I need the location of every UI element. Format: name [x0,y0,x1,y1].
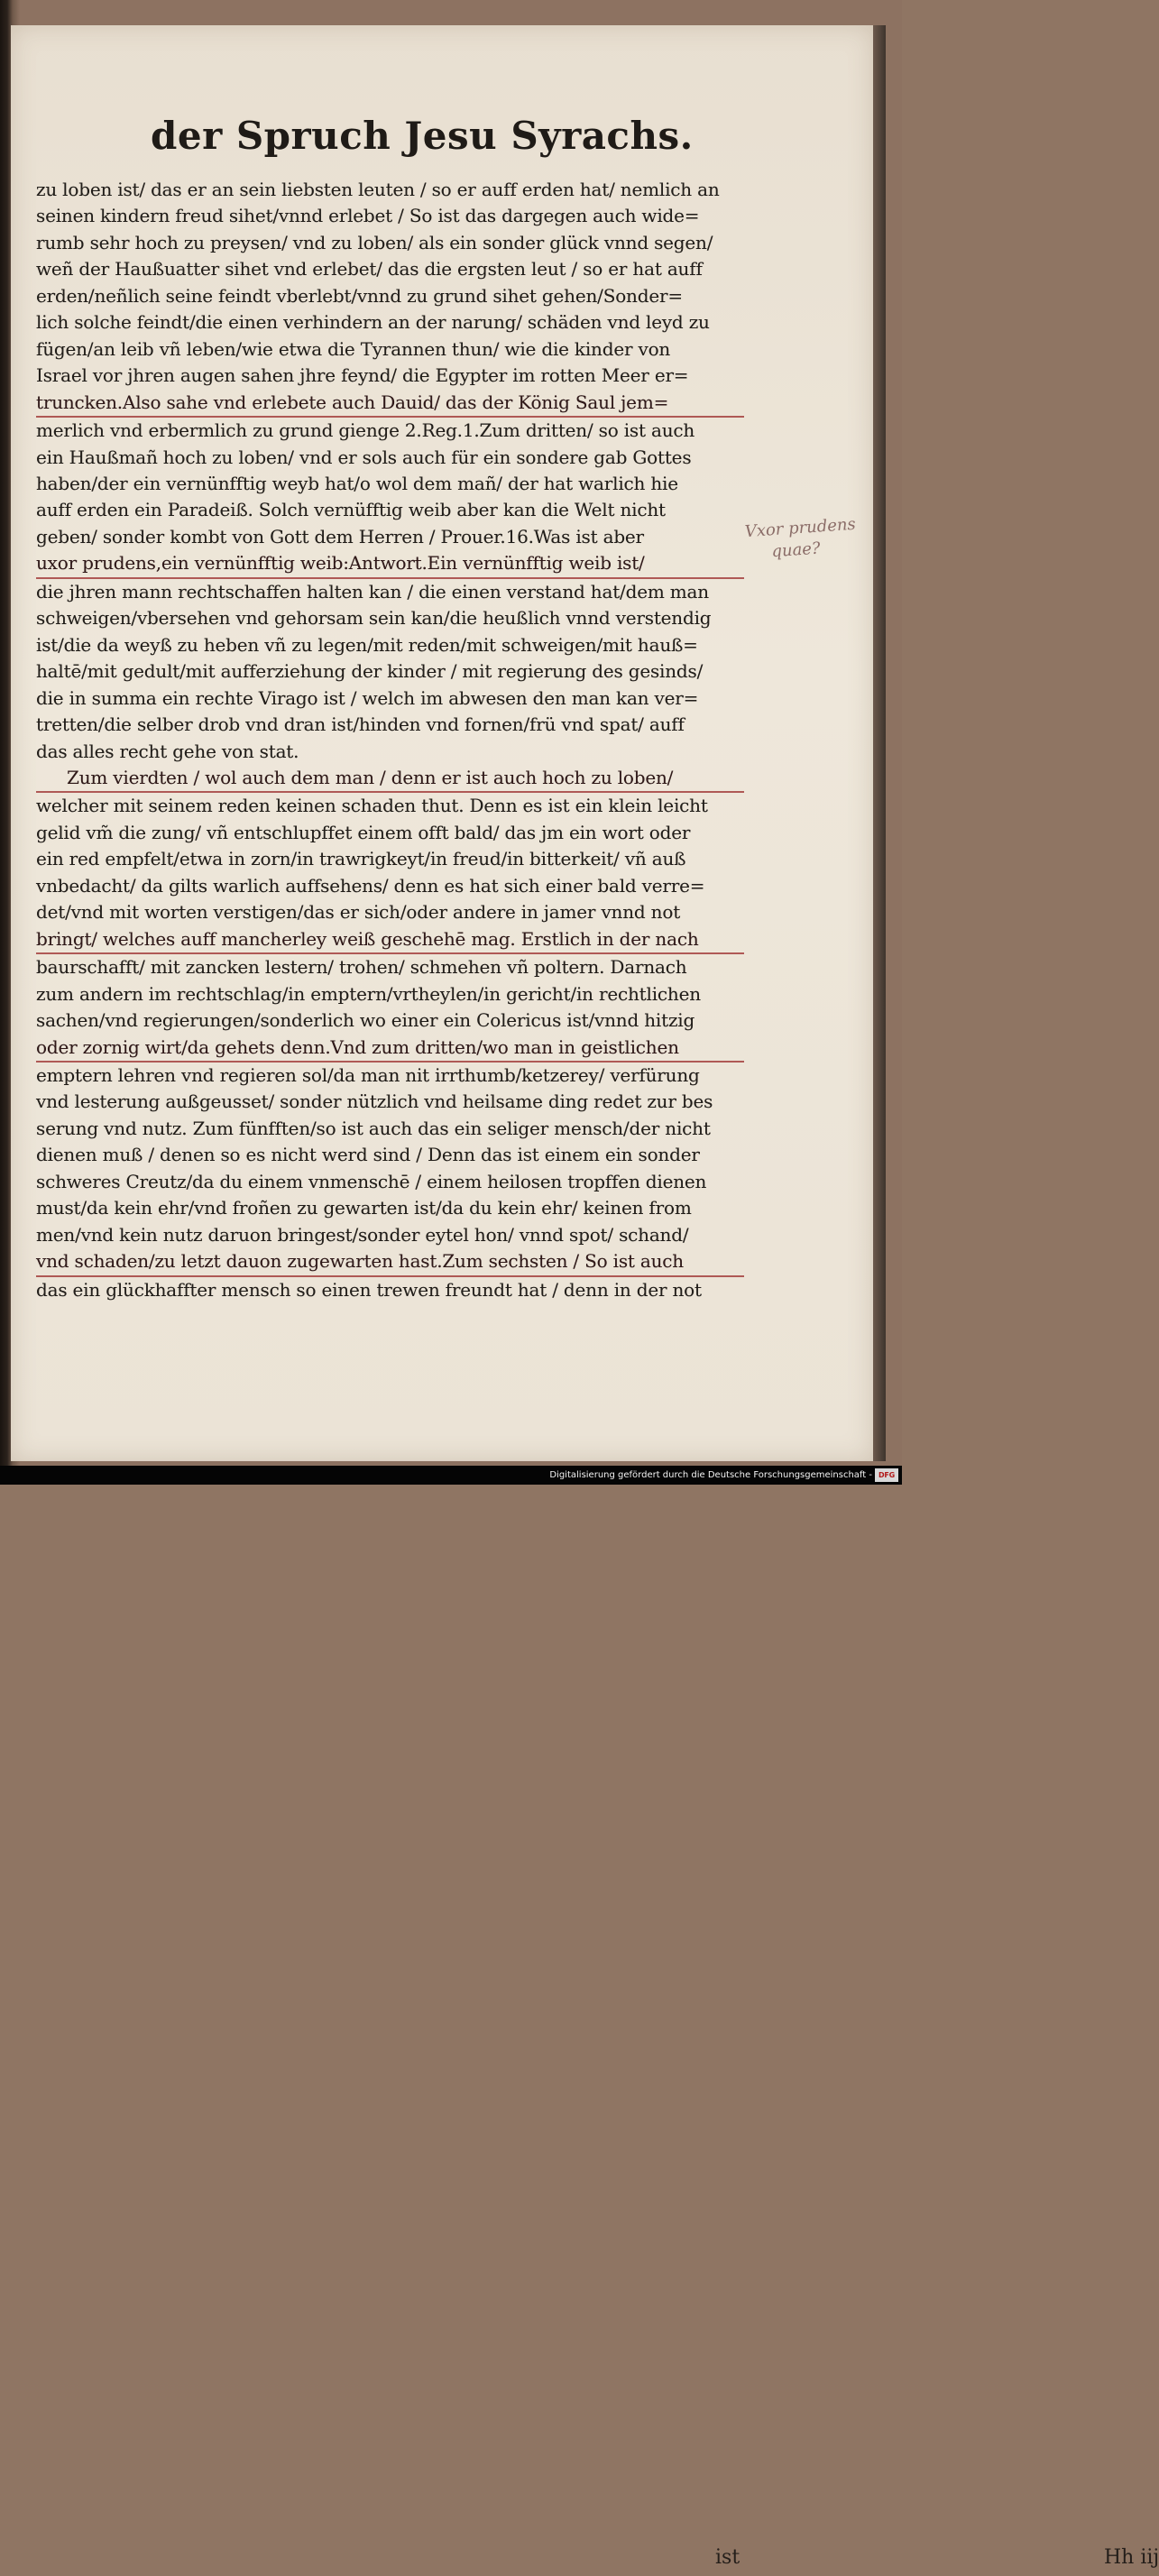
text-line-28: det/vnd mit worten verstigen/das er sich/oder andere in jamer vnnd not [36,901,681,924]
text-line-13: auff erden ein Paradeiß. Solch vernüfftig weib aber kan die Welt nicht [36,499,666,521]
text-line-22: das alles recht gehe von stat. [36,740,299,762]
text-line-37: dienen muß / denen so es nicht werd sind / Denn das ist einem ein sonder [36,1144,700,1166]
handwritten-margin-note [744,512,883,575]
text-line-39: must/da kein ehr/vnd froñen zu gewarten ist/da du kein ehr/ keinen from [36,1197,692,1219]
text-line-14: geben/ sonder kombt von Gott dem Herren / Prouer.16.Was ist aber [36,525,644,547]
text-line-10: merlich vnd erbermlich zu grund gienge 2.Reg.1.Zum dritten/ so ist auch [36,419,695,442]
text-line-4: weñ der Haußuatter sihet vnd erlebet/ das die ergsten leut / so er hat auff [36,258,703,281]
text-line-6: lich solche feindt/die einen verhindern an der narung/ schäden vnd leyd zu [36,311,710,334]
text-line-23: Zum vierdten / wol auch dem man / denn er ist auch hoch zu loben/ [36,765,744,793]
text-line-40: men/vnd kein nutz daruon bringest/sonder eytel hon/ vnnd spot/ schand/ [36,1223,689,1246]
text-line-34: emptern lehren vnd regieren sol/da man nit irrthumb/ketzerey/ verfürung [36,1063,700,1086]
text-line-3: rumb sehr hoch zu preysen/ vnd zu loben/ als ein sonder glück vnnd segen/ [36,231,713,253]
text-line-19: haltē/mit gedult/mit aufferziehung der kinder / mit regierung des gesinds/ [36,660,704,683]
text-line-18: ist/die da weyß zu heben vñ zu legen/mit reden/mit schweigen/mit hauß= [36,633,698,656]
text-line-35: vnd lesterung außgeusset/ sonder nützlich vnd heilsame ding redet zur bes [36,1090,713,1113]
text-line-27: vnbedacht/ da gilts warlich auffsehens/ denn es hat sich einer bald verre= [36,874,705,897]
text-line-36: serung vnd nutz. Zum fünfften/so ist auch das ein seliger mensch/der nicht [36,1117,711,1139]
text-line-15: uxor prudens,ein vernünfftig weib:Antwort.Ein vernünfftig weib ist/ [36,550,744,578]
text-line-32: sachen/vnd regierungen/sonderlich wo einer ein Colericus ist/vnnd hitzig [36,1009,695,1032]
text-line-20: die in summa ein rechte Virago ist / welch im abwesen den man kan ver= [36,686,699,709]
running-header: der Spruch Jesu Syrachs. [151,114,694,158]
text-line-41: vnd schaden/zu letzt dauon zugewarten hast.Zum sechsten / So ist auch [36,1248,744,1276]
text-line-42: das ein glückhaffter mensch so einen trewen freundt hat / denn in der not [36,1278,702,1301]
text-line-38: schweres Creutz/da du einem vnmenschē / einem heilosen tropffen dienen [36,1170,707,1192]
digitization-footer [0,1466,902,1485]
catchword: ist [715,2546,740,2569]
text-line-24: welcher mit seinem reden keinen schaden thut. Denn es ist ein klein leicht [36,795,708,817]
text-line-1: zu loben ist/ das er an sein liebsten leuten / so er auff erden hat/ nemlich an [36,179,720,200]
dfg-logo-icon: DFG [875,1468,898,1482]
text-line-33: oder zornig wirt/da gehets denn.Vnd zum dritten/wo man in geistlichen [36,1035,744,1063]
main-text-block [36,177,744,1301]
margin-note-line-2: quae? [770,538,822,562]
text-line-31: zum andern im rechtschlag/in emptern/vrtheylen/in gericht/in rechtlichen [36,982,701,1005]
margin-note-line-1: Vxor prudens [744,514,857,542]
text-line-25: gelid vm̃ die zung/ vñ entschlupffet einem offt bald/ das jm ein wort oder [36,821,691,843]
text-line-21: tretten/die selber drob vnd dran ist/hinden vnd fornen/frü vnd spat/ auff [36,713,685,736]
text-line-7: fügen/an leib vñ leben/wie etwa die Tyrannen thun/ wie die kinder von [36,337,671,360]
text-line-26: ein red empfelt/etwa in zorn/in trawrigkeyt/in freud/in bitterkeit/ vñ auß [36,848,686,870]
text-line-11: ein Haußmañ hoch zu loben/ vnd er sols auch für ein sondere gab Gottes [36,446,692,468]
text-line-16: die jhren mann rechtschaffen halten kan / die einen verstand hat/dem man [36,580,709,603]
text-line-9: truncken.Also sahe vnd erlebete auch Dauid/ das der König Saul jem= [36,390,744,418]
funding-credit: Digitalisierung gefördert durch die Deutsche Forschungsgemeinschaft - [549,1470,872,1480]
signature-mark: Hh iij [1104,2546,1159,2569]
text-line-5: erden/neñlich seine feindt vberlebt/vnnd zu grund sihet gehen/Sonder= [36,284,683,307]
text-line-29: bringt/ welches auff mancherley weiß geschehē mag. Erstlich in der nach [36,926,744,954]
text-line-12: haben/der ein vernünfftig weyb hat/o wol dem mañ/ der hat warlich hie [36,472,678,494]
text-line-30: baurschafft/ mit zancken lestern/ trohen/ schmehen vñ poltern. Darnach [36,956,687,979]
text-line-17: schweigen/vbersehen vnd gehorsam sein kan/die heußlich vnnd verstendig [36,607,712,630]
text-line-2: seinen kindern freud sihet/vnnd erlebet / So ist das dargegen auch wide= [36,205,700,227]
text-line-8: Israel vor jhren augen sahen jhre feynd/ die Egypter im rotten Meer er= [36,364,689,387]
